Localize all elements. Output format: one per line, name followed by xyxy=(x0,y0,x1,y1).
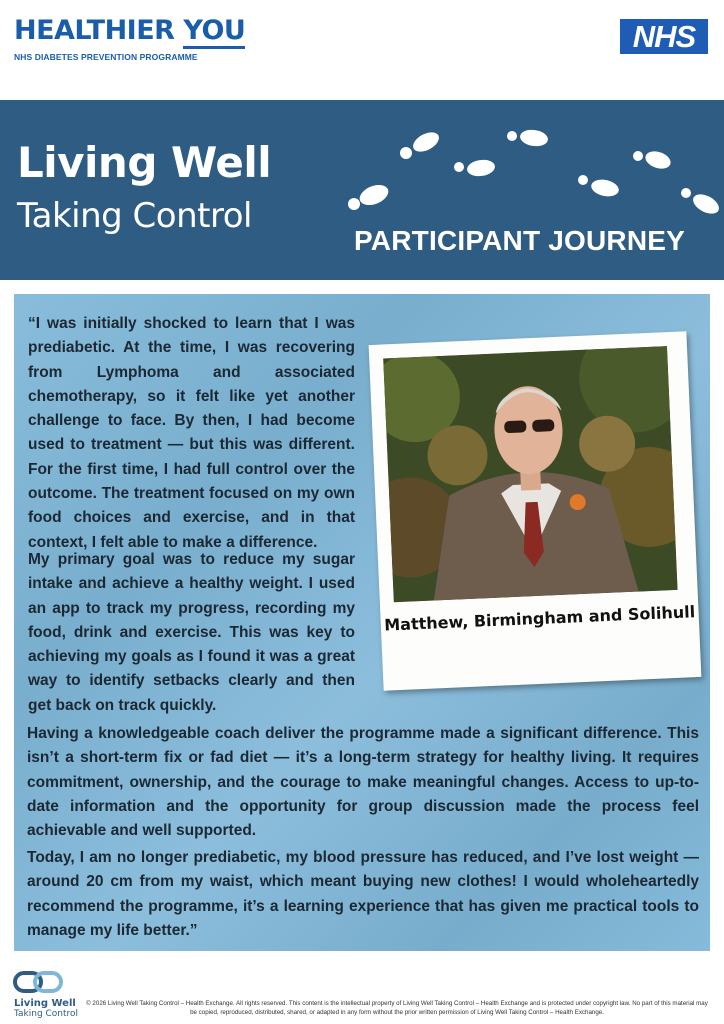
story-paragraph: Today, I am no longer prediabetic, my blood pressure has reduced, and I’ve lost weight — around 20 cm from my waist, which meant buying new clothes! I would wholeheartedly recommend the programme, it’s a learning experience that has given me practical tools to manage my life better.” xyxy=(27,849,699,939)
footprints-icon xyxy=(340,100,724,230)
nhs-logo: NHS xyxy=(620,19,708,54)
polaroid-photo-frame xyxy=(369,331,702,691)
story-paragraph: Having a knowledgeable coach deliver the programme made a significant difference. This isn’t a short-term fix or fad diet — it’s a long-term strategy for healthy living. It requires commitment, ownership, and the courage to make meaningful changes. Access to up-to-date information and the opportunity for group discussion made the process feel achievable and well supported. xyxy=(27,725,699,840)
chain-link-icon xyxy=(12,970,64,996)
brand-title xyxy=(14,16,245,46)
story-paragraph: My primary goal was to reduce my sugar intake and achieve a healthy weight. I used an app to track my progress, recording my food, drink and exercise. This was key to achieving my goals as I found it was a great way to identify setbacks clearly and then get back on track quickly. xyxy=(28,551,355,714)
participant-photo xyxy=(383,346,677,602)
banner-title: Living Well xyxy=(17,138,272,187)
story-paragraph: “I was initially shocked to learn that I was prediabetic. At the time, I was recovering from Lymphoma and associated chemotherapy, so it felt like yet another challenge to face. By then, I had become used to treatment — but this was different. For the first time, I had full control over the outcome. The treatment focused on my own food choices and exercise, and in that context, I felt able to make a difference. xyxy=(28,315,355,551)
brand-subtitle: NHS DIABETES PREVENTION PROGRAMME xyxy=(14,52,198,62)
footer-logo-name: Living Well xyxy=(14,998,76,1009)
title-banner xyxy=(0,100,724,280)
copyright-notice: © 2026 Living Well Taking Control – Health Exchange. All rights reserved. This content is the intellectual property of Living Well Taking Control – Health Exchange and is protected under copyright law. No part of this material may be copied, reproduced, distributed, shared, or adapted in any form without the prior written permission of Living Well Taking Control – Health Exchange. xyxy=(86,1000,708,1016)
photo-caption: Matthew, Birmingham and Solihull xyxy=(383,602,696,635)
footer-logo-subname: Taking Control xyxy=(14,1009,79,1019)
participant-journey-tag: PARTICIPANT JOURNEY xyxy=(354,225,686,256)
brand-main: HEALTHIER xyxy=(14,15,184,46)
healthier-you-logo xyxy=(14,16,245,62)
brand-accent: YOU xyxy=(183,15,245,49)
banner-subtitle: Taking Control xyxy=(17,196,252,236)
living-well-logo xyxy=(12,970,78,1018)
